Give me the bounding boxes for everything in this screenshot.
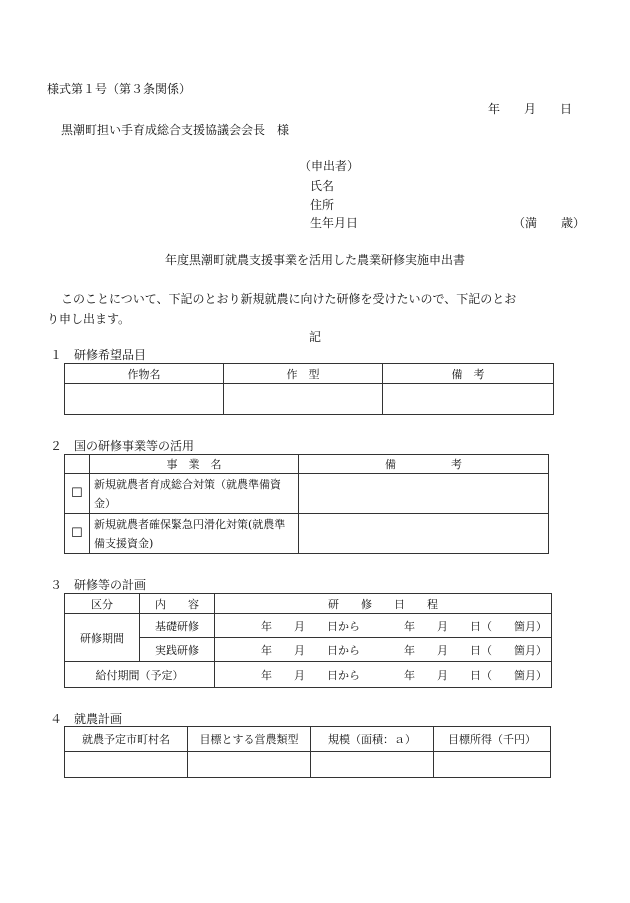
municipality-header: 就農予定市町村名 [65,727,188,752]
training-content: 実践研修 [140,638,215,662]
name-label: 氏名 [310,179,335,193]
program-remarks-cell[interactable] [299,474,549,514]
training-schedule[interactable]: 年 月 日から 年 月 日（ 箇月） [215,638,552,662]
section4-heading: ４ 就農計画 [50,712,123,726]
age-label: （満 歳） [513,216,586,230]
table-row [65,514,549,554]
farming-type-header: 目標とする営農類型 [188,727,311,752]
program-remarks-header: 備 考 [299,455,549,474]
crop-table [64,363,554,415]
scale-cell[interactable] [311,752,434,778]
training-schedule[interactable]: 年 月 日から 年 月 日（ 箇月） [215,614,552,638]
cultivation-type-header: 作 型 [224,364,383,384]
table-row [65,614,552,638]
intro-line-1: このことについて、下記のとおり新規就農に向けた研修を受けたいので、下記のとお [61,292,517,306]
crop-name-cell[interactable] [65,384,224,415]
program-name-header: 事 業 名 [90,455,299,474]
content-header: 内 容 [140,594,215,614]
training-period-label: 研修期間 [65,614,140,662]
checkbox[interactable]: ☐ [65,514,90,554]
national-program-table [64,454,549,554]
intro-line-2: り申し出ます。 [47,312,131,326]
benefit-schedule[interactable]: 年 月 日から 年 月 日（ 箇月） [215,662,552,688]
farming-type-cell[interactable] [188,752,311,778]
date-line: 年 月 日 [488,102,573,116]
schedule-header: 研 修 日 程 [215,594,552,614]
table-row [65,662,552,688]
applicant-heading: （申出者） [299,159,360,173]
table-row [65,474,549,514]
benefit-period-label: 給付期間（予定） [65,662,215,688]
section3-heading: ３ 研修等の計画 [50,578,147,592]
cultivation-type-cell[interactable] [224,384,383,415]
municipality-cell[interactable] [65,752,188,778]
program-name: 新規就農者育成総合対策（就農準備資金） [90,474,299,514]
address-label: 住所 [310,198,335,212]
training-plan-table [64,593,552,688]
checkbox[interactable]: ☐ [65,474,90,514]
section2-heading: ２ 国の研修事業等の活用 [50,439,195,453]
section1-heading: １ 研修希望品目 [50,348,147,362]
target-income-cell[interactable] [434,752,551,778]
crop-name-header: 作物名 [65,364,224,384]
crop-remarks-cell[interactable] [383,384,554,415]
scale-header: 規模（面積：ａ） [311,727,434,752]
form-number: 様式第１号（第３条関係） [47,82,192,96]
ki-mark: 記 [309,330,322,344]
crop-remarks-header: 備 考 [383,364,554,384]
target-income-header: 目標所得（千円） [434,727,551,752]
category-header: 区分 [65,594,140,614]
program-name: 新規就農者確保緊急円滑化対策(就農準備支援資金) [90,514,299,554]
farming-plan-table [64,726,551,778]
program-remarks-cell[interactable] [299,514,549,554]
addressee: 黒潮町担い手育成総合支援協議会会長 様 [61,123,290,137]
training-content: 基礎研修 [140,614,215,638]
birth-date-label: 生年月日 [310,216,359,230]
checkbox-header-cell [65,455,90,474]
document-title: 年度黒潮町就農支援事業を活用した農業研修実施申出書 [165,253,466,267]
